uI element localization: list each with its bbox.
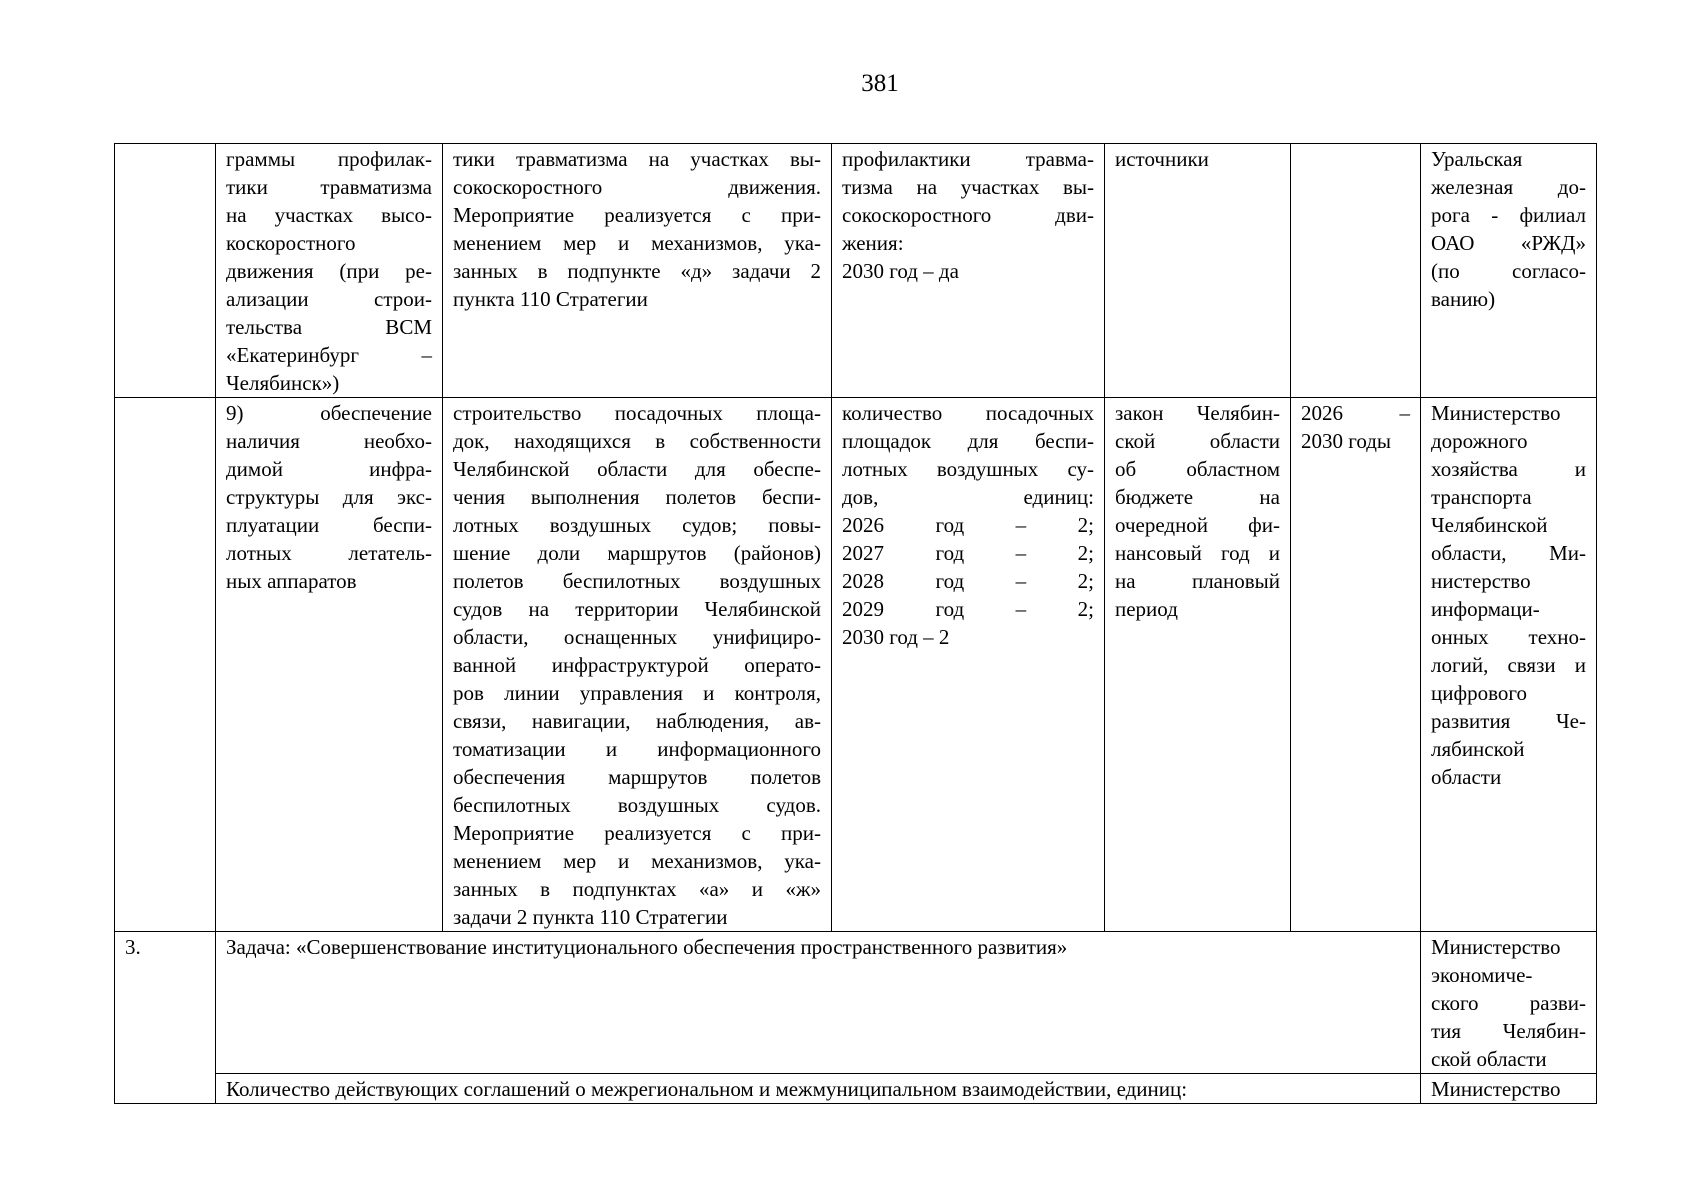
cell-text-line: Мероприятие реализуется с при- <box>453 821 821 845</box>
responsible-cell <box>1421 932 1597 1074</box>
measure-cell <box>216 398 443 932</box>
cell-text-line: 2027 год – 2; <box>842 541 1094 565</box>
cell-text-line: период <box>1115 597 1178 621</box>
cell-text-line: томатизации и информационного <box>453 737 821 761</box>
cell-text-line: структуры для экс- <box>226 485 432 509</box>
cell-text-line: «Екатеринбург – <box>226 343 432 367</box>
cell-text-line: 2028 год – 2; <box>842 569 1094 593</box>
table-row <box>115 144 1597 398</box>
cell-text-line: шение доли маршрутов (районов) <box>453 541 821 565</box>
cell-text-line: бюджете на <box>1115 485 1280 509</box>
cell-text-line: Челябинск») <box>226 371 340 395</box>
cell-text-line: занных в подпунктах «а» и «ж» <box>453 877 821 901</box>
cell-text-line: развития Че- <box>1431 709 1586 733</box>
row-number-cell <box>115 144 216 398</box>
cell-text-line: Министерство <box>1431 935 1561 959</box>
cell-text-line: области, Ми- <box>1431 541 1586 565</box>
cell-text-line: наличия необхо- <box>226 429 432 453</box>
cell-text-line: 2030 годы <box>1301 429 1392 453</box>
cell-text-line: ных аппаратов <box>226 569 357 593</box>
cell-text-line: 2026 – <box>1301 401 1410 425</box>
cell-text-line: димой инфра- <box>226 457 432 481</box>
cell-text-line: нистерство <box>1431 569 1531 593</box>
cell-text-line: тики травматизма на участках вы- <box>453 147 821 171</box>
cell-text-line: рога - филиал <box>1431 203 1586 227</box>
cell-text-line: дорожного <box>1431 429 1528 453</box>
cell-text-line: 2030 год – 2 <box>842 625 950 649</box>
task-title-cell: Задача: «Совершенствование институционального обеспечения пространственного развития» <box>216 932 1421 1074</box>
cell-text-line: строительство посадочных площа- <box>453 401 821 425</box>
cell-text-line: количество посадочных <box>842 401 1094 425</box>
task-row <box>115 932 1597 1074</box>
cell-text-line: источники <box>1115 147 1209 171</box>
cell-text-line: судов на территории Челябинской <box>453 597 821 621</box>
cell-text-line: граммы профилак- <box>226 147 432 171</box>
cell-text-line: задачи 2 пункта 110 Стратегии <box>453 905 728 929</box>
cell-text-line: лотных воздушных судов; повы- <box>453 513 821 537</box>
cell-text-line: профилактики травма- <box>842 147 1094 171</box>
cell-text-line: полетов беспилотных воздушных <box>453 569 821 593</box>
responsible-cell <box>1421 1074 1597 1104</box>
cell-text-line: ванной инфраструктурой операто- <box>453 653 821 677</box>
cell-text-line: ского разви- <box>1431 991 1586 1015</box>
cell-text-line: коскоростного <box>226 231 356 255</box>
cell-text-line: ров линии управления и контроля, <box>453 681 821 705</box>
cell-text-line: тики травматизма <box>226 175 432 199</box>
cell-text-line: хозяйства и <box>1431 457 1586 481</box>
cell-text-line: ванию) <box>1431 287 1496 311</box>
indicator-cell <box>832 398 1105 932</box>
cell-text-line: менением мер и механизмов, ука- <box>453 231 821 255</box>
cell-text-line: сокоскоростного движения. <box>453 175 821 199</box>
cell-text-line: очередной фи- <box>1115 513 1280 537</box>
period-cell <box>1291 398 1421 932</box>
cell-text-line: чения выполнения полетов беспи- <box>453 485 821 509</box>
cell-text-line: онных техно- <box>1431 625 1586 649</box>
indicator-title-cell: Количество действующих соглашений о межрегиональном и межмуниципальном взаимодействии, единиц: <box>216 1074 1421 1104</box>
cell-text-line: пункта 110 Стратегии <box>453 287 648 311</box>
table-row <box>115 398 1597 932</box>
cell-text-line: сокоскоростного дви- <box>842 203 1094 227</box>
cell-text-line: транспорта <box>1431 485 1532 509</box>
responsible-cell <box>1421 144 1597 398</box>
cell-text-line: тизма на участках вы- <box>842 175 1094 199</box>
cell-text-line: 2030 год – да <box>842 259 959 283</box>
cell-text-line: обеспечения маршрутов полетов <box>453 765 821 789</box>
cell-text-line: лябинской <box>1431 737 1525 761</box>
indicator-cell <box>832 144 1105 398</box>
cell-text-line: области, оснащенных унифициро- <box>453 625 821 649</box>
cell-text-line: железная до- <box>1431 175 1586 199</box>
cell-text-line: площадок для беспи- <box>842 429 1094 453</box>
cell-text-line: ализации строи- <box>226 287 432 311</box>
cell-text-line: менением мер и механизмов, ука- <box>453 849 821 873</box>
cell-text-line: 9) обеспечение <box>226 401 432 425</box>
cell-text-line: информаци- <box>1431 597 1540 621</box>
page-number: 381 <box>861 70 899 97</box>
cell-text-line: тия Челябин- <box>1431 1019 1586 1043</box>
cell-text-line: нансовый год и <box>1115 541 1280 565</box>
cell-text-line: на участках высо- <box>226 203 432 227</box>
cell-text-line: ОАО «РЖД» <box>1431 231 1586 255</box>
cell-text-line: беспилотных воздушных судов. <box>453 793 821 817</box>
cell-text-line: ской области <box>1115 429 1280 453</box>
period-cell <box>1291 144 1421 398</box>
cell-text-line: движения (при ре- <box>226 259 432 283</box>
cell-text-line: 2029 год – 2; <box>842 597 1094 621</box>
responsible-cell <box>1421 398 1597 932</box>
indicator-row <box>115 1074 1597 1104</box>
description-cell <box>443 398 832 932</box>
funding-source-cell <box>1105 398 1291 932</box>
cell-text-line: об областном <box>1115 457 1280 481</box>
cell-text-line: Челябинской области для обеспе- <box>453 457 821 481</box>
task-number-cell: 3. <box>115 932 216 1104</box>
cell-text-line: лотных летатель- <box>226 541 432 565</box>
cell-text-line: занных в подпункте «д» задачи 2 <box>453 259 821 283</box>
funding-source-cell <box>1105 144 1291 398</box>
cell-text-line: Уральская <box>1431 147 1523 171</box>
cell-text-line: цифрового <box>1431 681 1527 705</box>
cell-text-line: лотных воздушных су- <box>842 457 1094 481</box>
cell-text-line: 2026 год – 2; <box>842 513 1094 537</box>
cell-text-line: логий, связи и <box>1431 653 1586 677</box>
cell-text-line: док, находящихся в собственности <box>453 429 821 453</box>
cell-text-line: тельства ВСМ <box>226 315 432 339</box>
cell-text-line: Министерство <box>1431 401 1561 425</box>
activities-table <box>114 143 1597 1104</box>
cell-text-line: закон Челябин- <box>1115 401 1280 425</box>
cell-text-line: жения: <box>842 231 904 255</box>
cell-text-line: (по согласо- <box>1431 259 1586 283</box>
cell-text-line: плуатации беспи- <box>226 513 432 537</box>
cell-text-line: Мероприятие реализуется с при- <box>453 203 821 227</box>
cell-text-line: Челябинской <box>1431 513 1548 537</box>
cell-text-line: связи, навигации, наблюдения, ав- <box>453 709 821 733</box>
cell-text-line: на плановый <box>1115 569 1280 593</box>
row-number-cell <box>115 398 216 932</box>
cell-text-line: ской области <box>1431 1047 1547 1071</box>
cell-text-line: Министерство <box>1431 1077 1561 1101</box>
cell-text-line: области <box>1431 765 1502 789</box>
cell-text-line: дов, единиц: <box>842 485 1094 509</box>
description-cell <box>443 144 832 398</box>
cell-text-line: экономиче- <box>1431 963 1533 987</box>
measure-cell <box>216 144 443 398</box>
